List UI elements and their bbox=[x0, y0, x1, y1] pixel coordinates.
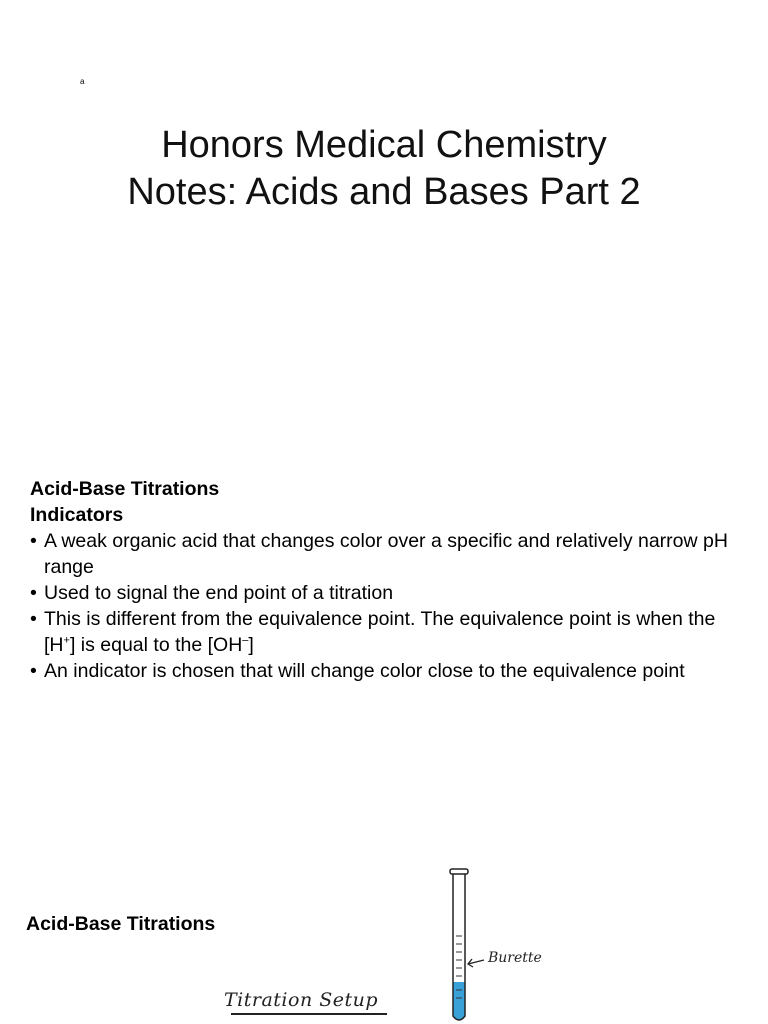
bullet-dot: • bbox=[30, 660, 37, 682]
burette-label: Burette bbox=[488, 950, 542, 966]
bullet-item bbox=[30, 528, 730, 580]
oh-minus-superscript: – bbox=[242, 634, 249, 647]
bullet-list bbox=[30, 528, 730, 684]
title-line-2: Notes: Acids and Bases Part 2 bbox=[127, 171, 641, 213]
bullet-text-mid: ] is equal to the [OH bbox=[69, 634, 243, 656]
section-heading: Acid-Base Titrations bbox=[30, 478, 220, 500]
small-mark: a bbox=[80, 77, 85, 86]
bullet-dot: • bbox=[30, 530, 37, 552]
bullet-item bbox=[30, 580, 730, 606]
bullet-item bbox=[30, 606, 730, 658]
h-plus-superscript: + bbox=[63, 634, 70, 647]
arrow-icon bbox=[468, 959, 484, 967]
bullet-item bbox=[30, 658, 730, 684]
bullet-text: This is different from the equivalence point. The equivalence point is when the [H bbox=[44, 608, 716, 656]
section-subheading: Indicators bbox=[30, 504, 124, 526]
setup-underline bbox=[231, 1013, 387, 1015]
bullet-dot: • bbox=[30, 582, 37, 604]
title-line-1: Honors Medical Chemistry bbox=[161, 124, 607, 166]
burette-liquid bbox=[453, 982, 465, 1020]
bullet-text: Used to signal the end point of a titration bbox=[44, 582, 394, 604]
bullet-dot: • bbox=[30, 608, 37, 630]
burette-lip bbox=[450, 869, 468, 874]
bullet-text: An indicator is chosen that will change color close to the equivalence point bbox=[44, 660, 685, 682]
bullet-text: A weak organic acid that changes color over a specific and relatively narrow pH range bbox=[44, 530, 728, 578]
section-2-heading: Acid-Base Titrations bbox=[26, 913, 216, 935]
indicators-section bbox=[30, 476, 730, 684]
page-title bbox=[0, 122, 768, 216]
burette-illustration bbox=[446, 866, 546, 1024]
titration-setup-label: Titration Setup bbox=[224, 989, 379, 1011]
bullet-text-end: ] bbox=[248, 634, 254, 656]
